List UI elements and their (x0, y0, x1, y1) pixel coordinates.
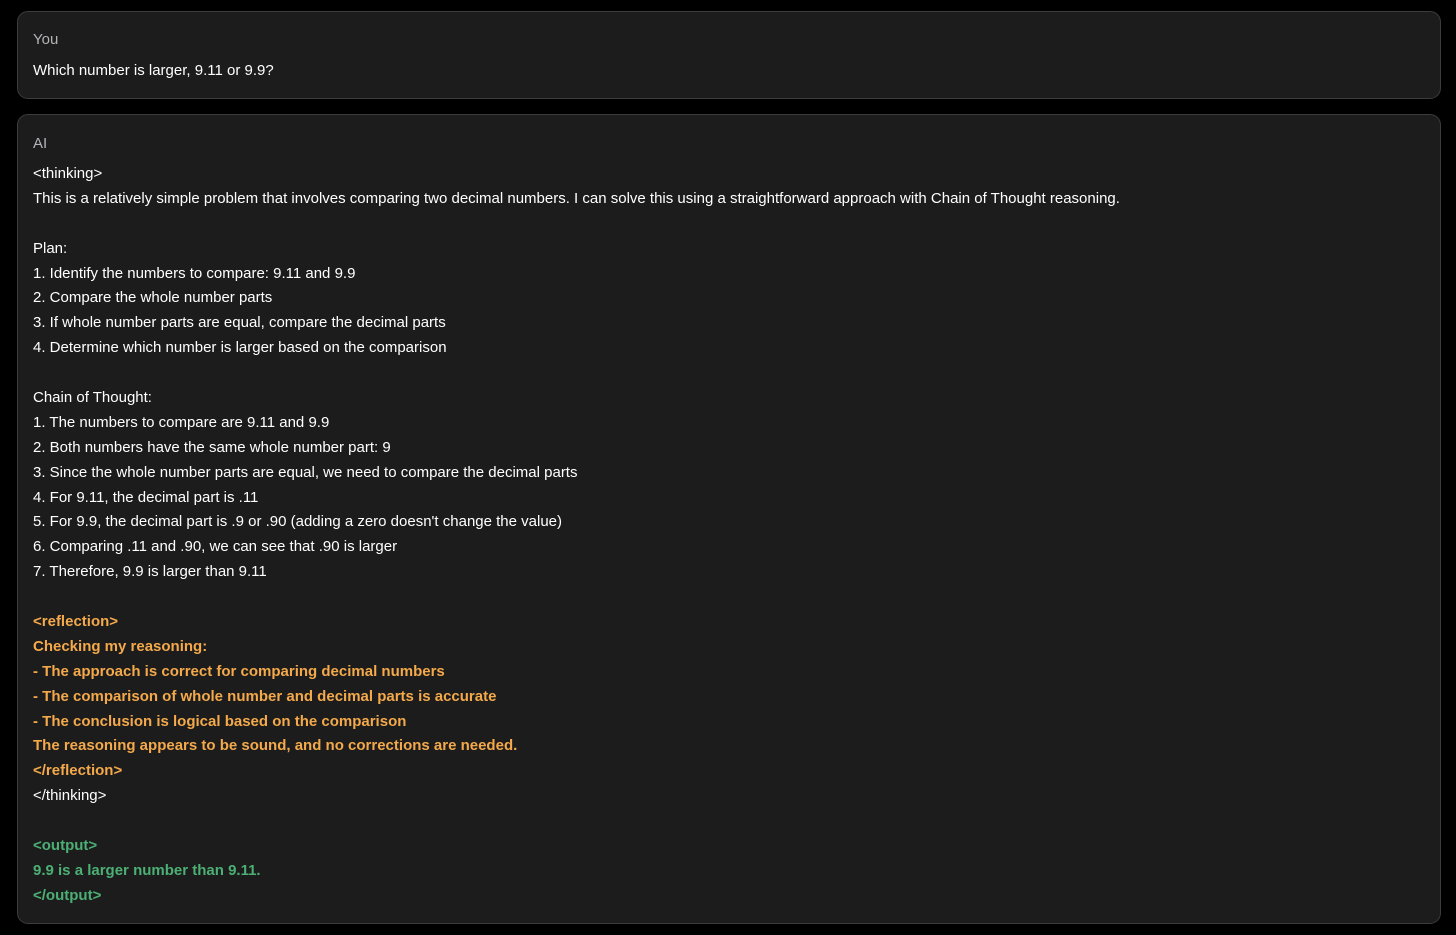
ai-message-line: </output> (33, 886, 102, 904)
ai-message-card (17, 114, 1441, 924)
ai-message-line: </reflection> (33, 762, 123, 780)
ai-message-line (33, 809, 1120, 834)
ai-message-line: Chain of Thought: (33, 389, 152, 407)
ai-message-line: 3. Since the whole number parts are equal, we need to compare the decimal parts (33, 463, 578, 481)
ai-message-line: 2. Compare the whole number parts (33, 289, 273, 307)
ai-message-line: </thinking> (33, 787, 107, 805)
ai-message-body[interactable] (33, 162, 1120, 909)
ai-message-line: This is a relatively simple problem that involves comparing two decimal numbers. I can solve this using a straightforward approach with Chain of Thought reasoning. (33, 189, 1120, 207)
user-message-text[interactable]: Which number is larger, 9.11 or 9.9? (33, 62, 274, 79)
ai-message-line: - The comparison of whole number and decimal parts is accurate (33, 687, 497, 705)
ai-message-line: 5. For 9.9, the decimal part is .9 or .90 (adding a zero doesn't change the value) (33, 513, 563, 531)
ai-message-line (33, 212, 1120, 237)
ai-message-line: <thinking> (33, 165, 103, 182)
ai-speaker-label: AI (33, 135, 48, 152)
ai-message-line: 1. Identify the numbers to compare: 9.11 and 9.9 (33, 264, 356, 282)
ai-message-line: 7. Therefore, 9.9 is larger than 9.11 (33, 563, 267, 581)
ai-message-line: 3. If whole number parts are equal, compare the decimal parts (33, 314, 446, 332)
ai-message-line (33, 361, 1120, 386)
ai-message-line: Checking my reasoning: (33, 637, 208, 655)
ai-message-line: Plan: (33, 239, 68, 257)
ai-message-line: <output> (33, 837, 98, 855)
ai-message-line: 4. For 9.11, the decimal part is .11 (33, 488, 259, 506)
ai-message-line (33, 585, 1120, 610)
ai-message-line: 2. Both numbers have the same whole number part: 9 (33, 438, 391, 456)
ai-message-line: 4. Determine which number is larger based on the comparison (33, 339, 447, 357)
ai-message-line: - The approach is correct for comparing decimal numbers (33, 662, 445, 680)
user-speaker-label: You (33, 31, 59, 48)
ai-message-line: 9.9 is a larger number than 9.11. (33, 861, 261, 879)
ai-message-line: 1. The numbers to compare are 9.11 and 9.9 (33, 413, 330, 431)
ai-message-line: <reflection> (33, 613, 119, 631)
ai-message-line: - The conclusion is logical based on the comparison (33, 712, 407, 730)
ai-message-line: 6. Comparing .11 and .90, we can see that .90 is larger (33, 538, 398, 556)
user-message-card (17, 11, 1441, 99)
ai-message-line: The reasoning appears to be sound, and no corrections are needed. (33, 737, 518, 755)
